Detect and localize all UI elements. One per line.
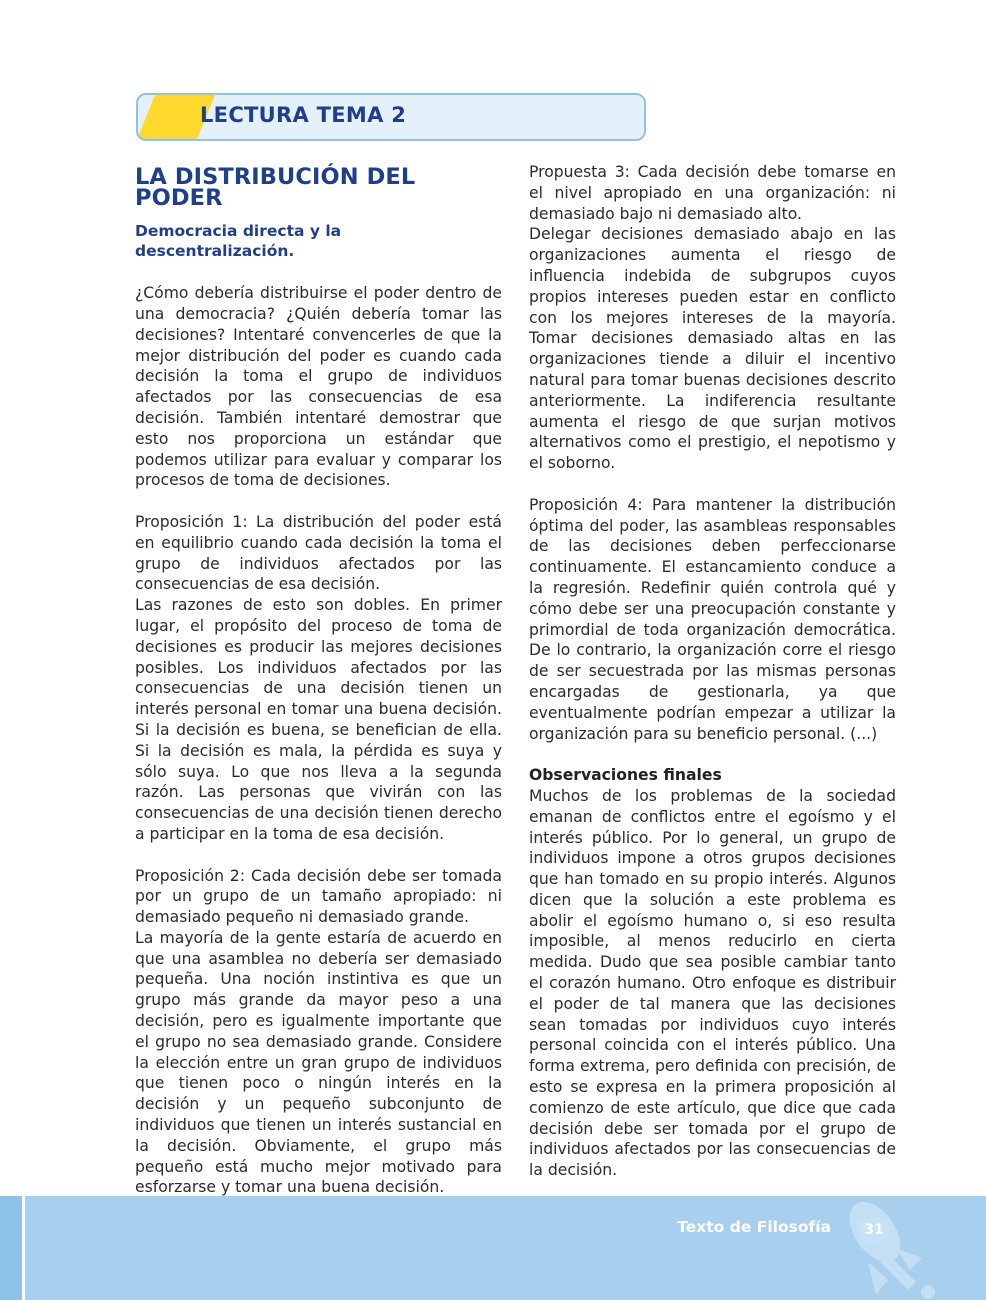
paragraph-closing: Muchos de los problemas de la sociedad emanan de conflictos entre el egoísmo y el interés público. Por lo general, un grupo de individuos impone a otros grupos decisiones que han tomado en su propio interés. Algunos dicen que la solución a este problema es abolir el egoísmo humano o, si eso resulta imposible, al menos reducirlo en cierta medida. Dudo que sea posible cambiar tanto el corazón humano. Otro enfoque es distribuir el poder de tal manera que las decisiones sean tomadas por individuos cuyo interés personal coincida con el interés público. Una forma extrema, pero definida con precisión, de esto se expresa en la primera proposición al comienzo de este artículo, que dice que cada decisión debe ser tomada por el grupo de individuos afectados por las consecuencias de la decisión.	[529, 786, 896, 1180]
footer-stripe	[0, 1196, 25, 1300]
paragraph-group-size: La mayoría de la gente estaría de acuerdo en que una asamblea no debería ser demasiado pequeña. Una noción instintiva es que un grupo más grande da mayor peso a una decisión, pero es igualmente importante que el grupo no sea demasiado grande. Considere la elección entre un gran grupo de individuos que tienen poco o ningún interés en la decisión y un pequeño subconjunto de individuos que tienen un interés sustancial en la decisión. Obviamente, el grupo más pequeño está mucho mejor motivado para esforzarse y tomar una buena decisión.	[135, 928, 502, 1197]
page-number: 31	[857, 1218, 891, 1242]
paragraph-proposal-3: Propuesta 3: Cada decisión debe tomarse en el nivel apropiado en una organización: ni demasiado bajo ni demasiado alto.	[529, 163, 896, 223]
left-column	[135, 163, 502, 1198]
book-title: Texto de Filosofía	[677, 1218, 831, 1236]
banner-title: LECTURA TEMA 2	[200, 103, 407, 127]
article-title: LA DISTRIBUCIÓN DEL PODER	[135, 164, 416, 211]
paragraph-intro: ¿Cómo debería distribuirse el poder dentro de una democracia? ¿Quién debería tomar las decisiones? Intentaré convencerles de que la mejor distribución del poder es cuando cada decisión la toma el grupo de individuos afectados por las consecuencias de esa decisión. También intentaré demostrar que esto nos proporciona un estándar que podemos utilizar para evaluar y comparar los procesos de toma de decisiones.	[135, 284, 502, 490]
page-footer	[0, 1196, 986, 1300]
section-banner	[136, 93, 646, 141]
paragraph-delegation: Delegar decisiones demasiado abajo en las organizaciones aumenta el riesgo de influencia indebida de subgrupos cuyos propios intereses pueden estar en conflicto con los mejores intereses de la mayoría. Tomar decisiones demasiado altas en las organizaciones tiende a diluir el incentivo natural para tomar buenas decisiones descrito anteriormente. La indiferencia resultante aumenta el riesgo de que surjan motivos alternativos como el prestigio, el nepotismo y el soborno.	[529, 225, 896, 473]
paragraph-proposition-2: Proposición 2: Cada decisión debe ser tomada por un grupo de un tamaño apropiado: ni demasiado pequeño ni demasiado grande.	[135, 866, 502, 927]
article-subtitle: Democracia directa y la descentralización.	[135, 221, 342, 261]
paragraph-proposition-4: Proposición 4: Para mantener la distribución óptima del poder, las asambleas responsables de las decisiones deben perfeccionarse continuamente. El estancamiento conduce a la regresión. Redefinir quién controla qué y cómo debe ser una preocupación constante y primordial de toda organización democrática. De lo contrario, la organización corre el riesgo de ser secuestrada por las mismas personas encargadas de gestionarla, ya que eventualmente podrían empezar a utilizar la organización para su beneficio personal. (...)	[529, 495, 896, 743]
paragraph-reasons: Las razones de esto son dobles. En primer lugar, el propósito del proceso de toma de decisiones es producir las mejores decisiones posibles. Los individuos afectados por las consecuencias de una decisión tienen un interés personal en tomar una buena decisión. Si la decisión es buena, se benefician de ella. Si la decisión es mala, la pérdida es suya y sólo suya. Lo que nos lleva a la segunda razón. Las personas que vivirán con las consecuencias de una decisión tienen derecho a participar en la toma de esa decisión.	[135, 596, 502, 843]
paragraph-proposition-1: Proposición 1: La distribución del poder está en equilibrio cuando cada decisión la toma el grupo de individuos afectados por las consecuencias de esa decisión.	[135, 512, 502, 594]
closing-heading: Observaciones finales	[529, 766, 722, 785]
right-column	[529, 162, 896, 1181]
rocket-icon	[830, 1196, 950, 1300]
